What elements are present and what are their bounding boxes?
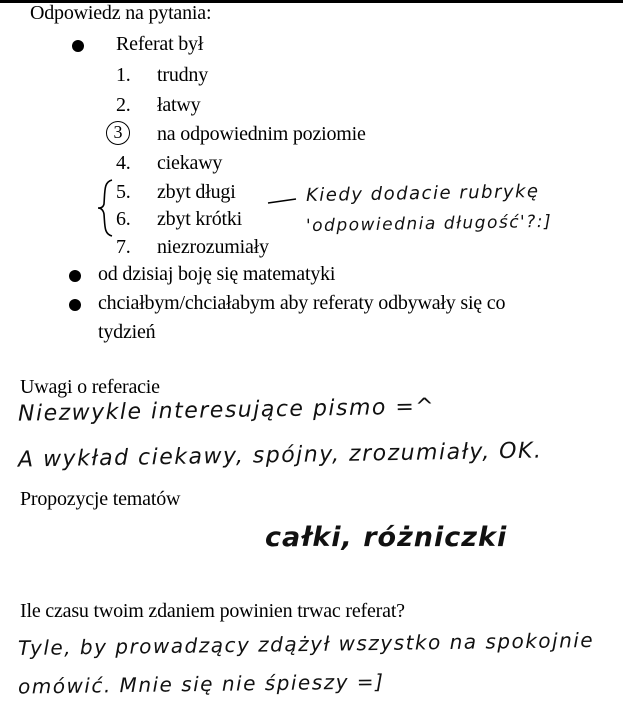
topics-handwriting: całki, różniczki (265, 522, 508, 553)
duration-label: Ile czasu twoim zdaniem powinien trwac referat? (20, 600, 405, 622)
q1-label: Referat był (116, 33, 204, 55)
remarks-handwriting-line1: Niezwykle interesujące pismo =^ (17, 394, 436, 427)
option-number: 7. (116, 236, 131, 258)
duration-handwriting-line2: omówić. Mnie się nie śpieszy =] (17, 669, 385, 699)
option-text: zbyt długi (157, 181, 236, 203)
bullet-dot (69, 299, 81, 311)
remarks-handwriting-line2: A wykład ciekawy, spójny, zrozumiały, OK. (17, 438, 543, 473)
option-text: łatwy (157, 94, 201, 116)
handwritten-note-line2: 'odpowiednia długość'?:] (305, 211, 553, 237)
remarks-label: Uwagi o referacie (20, 376, 160, 398)
option-number: 4. (116, 152, 131, 174)
option-text: trudny (157, 64, 209, 86)
topics-label: Propozycje tematów (20, 488, 181, 510)
handwritten-note-line1: Kiedy dodacie rubrykę (305, 180, 540, 207)
bullet-dot (69, 270, 81, 282)
bullet-dot (72, 40, 84, 52)
bullet-text: chciałbym/chciałabym aby referaty odbywały się co (98, 292, 506, 314)
option-text: niezrozumiały (157, 236, 269, 258)
circled-option-number: 3 (106, 121, 130, 145)
bullet-text: od dzisiaj boję się matematyki (98, 263, 336, 285)
dash-mark (266, 196, 298, 206)
option-text-selected: na odpowiednim poziomie (157, 123, 366, 145)
page-heading: Odpowiedz na pytania: (30, 2, 212, 24)
option-number: 6. (116, 208, 131, 230)
option-text: ciekawy (157, 152, 223, 174)
bullet-text-continued: tydzień (98, 321, 156, 343)
option-text: zbyt krótki (157, 208, 243, 230)
option-number: 5. (116, 181, 131, 203)
option-number: 2. (116, 94, 131, 116)
duration-handwriting-line1: Tyle, by prowadzący zdążył wszystko na spokojnie (17, 627, 595, 661)
option-number: 1. (116, 64, 131, 86)
bracket-mark (96, 178, 114, 238)
